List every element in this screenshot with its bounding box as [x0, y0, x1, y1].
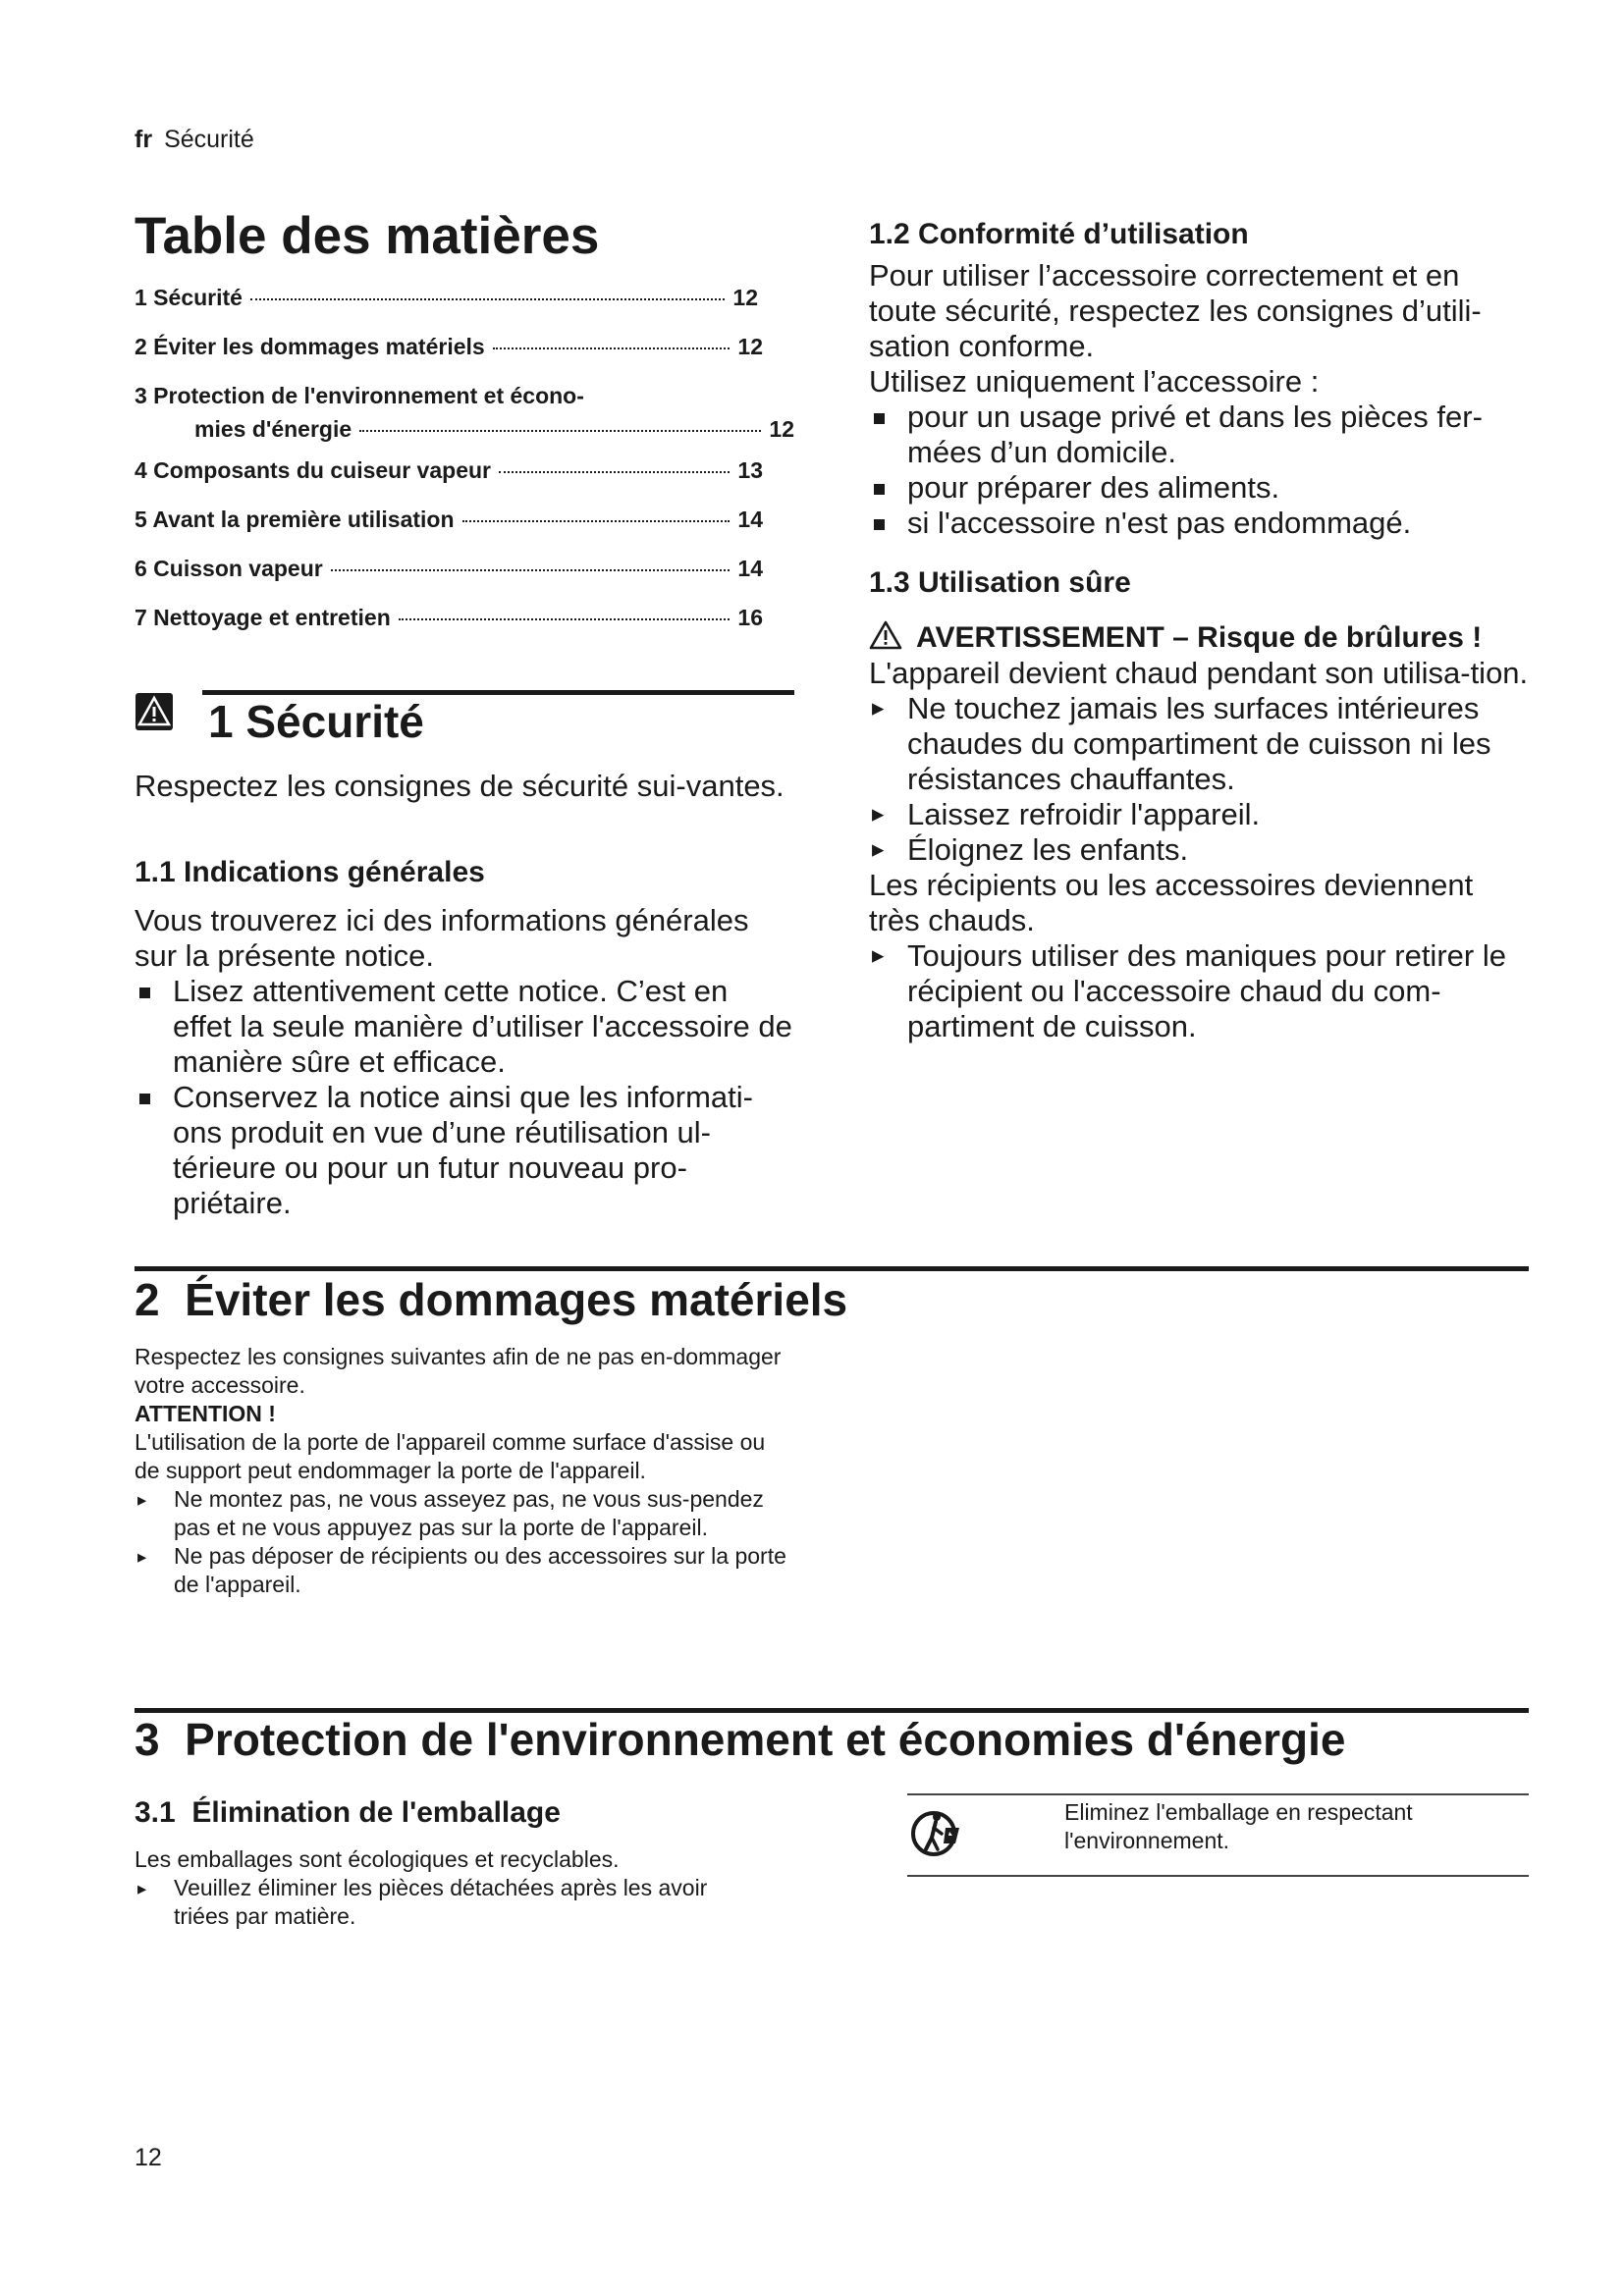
- list-item: ▸ Veuillez éliminer les pièces détachées après les avoir triées par matière.: [135, 1874, 763, 1931]
- note-rule-bottom: [907, 1875, 1529, 1877]
- toc-entry-page: 12: [732, 285, 758, 310]
- list-item: pour préparer des aliments.: [869, 470, 1529, 506]
- subsection-1-3-body: [869, 656, 1529, 1044]
- toc-entry-label-cont: mies d'énergie: [194, 416, 352, 442]
- paragraph: L'utilisation de la porte de l'appareil comme surface d'assise ou de support peut endommager la porte de l'appareil.: [135, 1429, 766, 1483]
- step-list: [135, 1485, 792, 1599]
- subsection-3-1-title: 3.1 Élimination de l'emballage: [135, 1796, 561, 1829]
- section-2-body: [135, 1343, 792, 1599]
- section-rule: [135, 1266, 1529, 1271]
- toc-entry-page: 13: [737, 457, 763, 483]
- attention-label: ATTENTION !: [135, 1401, 276, 1426]
- recycle-note: Eliminez l'emballage en respectant l'environnement.: [1064, 1799, 1413, 1853]
- toc-entry-label: 6 Cuisson vapeur: [135, 556, 323, 581]
- note-rule-top: [907, 1793, 1529, 1795]
- toc-entry[interactable]: [135, 383, 794, 457]
- warning-heading: [869, 620, 1482, 655]
- toc-entry-page: 14: [737, 507, 763, 532]
- toc-entry-page: 12: [737, 334, 763, 359]
- subsection-1-2-body: [869, 258, 1529, 541]
- language-code: fr: [135, 126, 153, 153]
- warning-text: AVERTISSEMENT – Risque de brûlures !: [916, 621, 1483, 654]
- list-item: ▸ Toujours utiliser des maniques pour retirer le récipient ou l'accessoire chaud du com-partiment de cuisson.: [869, 938, 1529, 1044]
- list-item: ▸ Ne pas déposer de récipients ou des accessoires sur la porte de l'appareil.: [135, 1542, 792, 1599]
- toc-entry[interactable]: [135, 334, 763, 383]
- subsection-1-3-title: 1.3 Utilisation sûre: [869, 566, 1131, 599]
- toc-entry-label: 4 Composants du cuiseur vapeur: [135, 457, 491, 483]
- toc-entry-label: 3 Protection de l'environnement et écono-: [135, 383, 584, 408]
- list-item: ▸ Ne touchez jamais les surfaces intérieures chaudes du compartiment de cuisson ni les résistances chauffantes.: [869, 691, 1529, 797]
- toc-entry[interactable]: [135, 507, 763, 556]
- subsection-1-1-title: 1.1 Indications générales: [135, 856, 485, 888]
- table-of-contents: [135, 285, 794, 654]
- toc-entry-label: 7 Nettoyage et entretien: [135, 605, 391, 630]
- bullet-list: [135, 974, 794, 1221]
- section-3-title: 3 Protection de l'environnement et économies d'énergie: [135, 1714, 1346, 1765]
- header-section: Sécurité: [164, 126, 254, 153]
- paragraph: Les emballages sont écologiques et recyclables.: [135, 1846, 620, 1872]
- toc-entry[interactable]: [135, 556, 763, 605]
- step-list: [869, 691, 1529, 868]
- subsection-1-2-title: 1.2 Conformité d’utilisation: [869, 218, 1249, 250]
- running-header: [135, 126, 254, 154]
- step-list: [135, 1874, 763, 1931]
- list-item: Conservez la notice ainsi que les informati-ons produit en vue d’une réutilisation ul-térieure ou pour un futur nouveau pro-priétaire.: [135, 1080, 794, 1221]
- toc-entry[interactable]: [135, 457, 763, 507]
- toc-title: Table des matières: [135, 207, 600, 265]
- subsection-1-1-body: [135, 903, 794, 1221]
- toc-entry-label: 1 Sécurité: [135, 285, 243, 310]
- page-number: 12: [135, 2144, 162, 2171]
- section-2-title: 2 Éviter les dommages matériels: [135, 1274, 848, 1325]
- paragraph: Utilisez uniquement l’accessoire :: [869, 364, 1320, 399]
- section-1-intro: Respectez les consignes de sécurité sui-vantes.: [135, 769, 785, 803]
- toc-entry-page: 16: [737, 605, 763, 630]
- step-list: [869, 938, 1529, 1044]
- list-item: ▸ Laissez refroidir l'appareil.: [869, 797, 1529, 832]
- toc-entry-label: 2 Éviter les dommages matériels: [135, 334, 485, 359]
- warning-box-icon: [135, 692, 174, 736]
- list-item: ▸ Éloignez les enfants.: [869, 832, 1529, 868]
- warning-triangle-icon: [869, 620, 902, 650]
- paragraph: Respectez les consignes suivantes afin de ne pas en-dommager votre accessoire.: [135, 1344, 782, 1398]
- list-item: Lisez attentivement cette notice. C’est en effet la seule manière d’utiliser l'accessoire de manière sûre et efficace.: [135, 974, 794, 1080]
- paragraph: L'appareil devient chaud pendant son utilisa-tion.: [869, 656, 1529, 690]
- toc-entry-label: 5 Avant la première utilisation: [135, 507, 455, 532]
- toc-entry[interactable]: [135, 285, 758, 334]
- bullet-list: [869, 400, 1529, 541]
- subsection-3-1-body: [135, 1845, 763, 1931]
- toc-entry-page: 14: [737, 556, 763, 581]
- paragraph: Les récipients ou les accessoires deviennent très chauds.: [869, 868, 1474, 937]
- paragraph: Pour utiliser l’accessoire correctement et en toute sécurité, respectez les consignes d’utili-sation conforme.: [869, 258, 1482, 363]
- toc-entry-page: 12: [769, 416, 794, 442]
- recycle-icon: [910, 1804, 969, 1868]
- list-item: si l'accessoire n'est pas endommagé.: [869, 506, 1529, 541]
- list-item: ▸ Ne montez pas, ne vous asseyez pas, ne vous sus-pendez pas et ne vous appuyez pas sur la porte de l'appareil.: [135, 1485, 792, 1542]
- paragraph: Vous trouverez ici des informations générales sur la présente notice.: [135, 903, 749, 973]
- toc-entry[interactable]: [135, 605, 763, 654]
- list-item: pour un usage privé et dans les pièces fer-mées d’un domicile.: [869, 400, 1529, 470]
- section-1-title: 1 Sécurité: [208, 696, 424, 747]
